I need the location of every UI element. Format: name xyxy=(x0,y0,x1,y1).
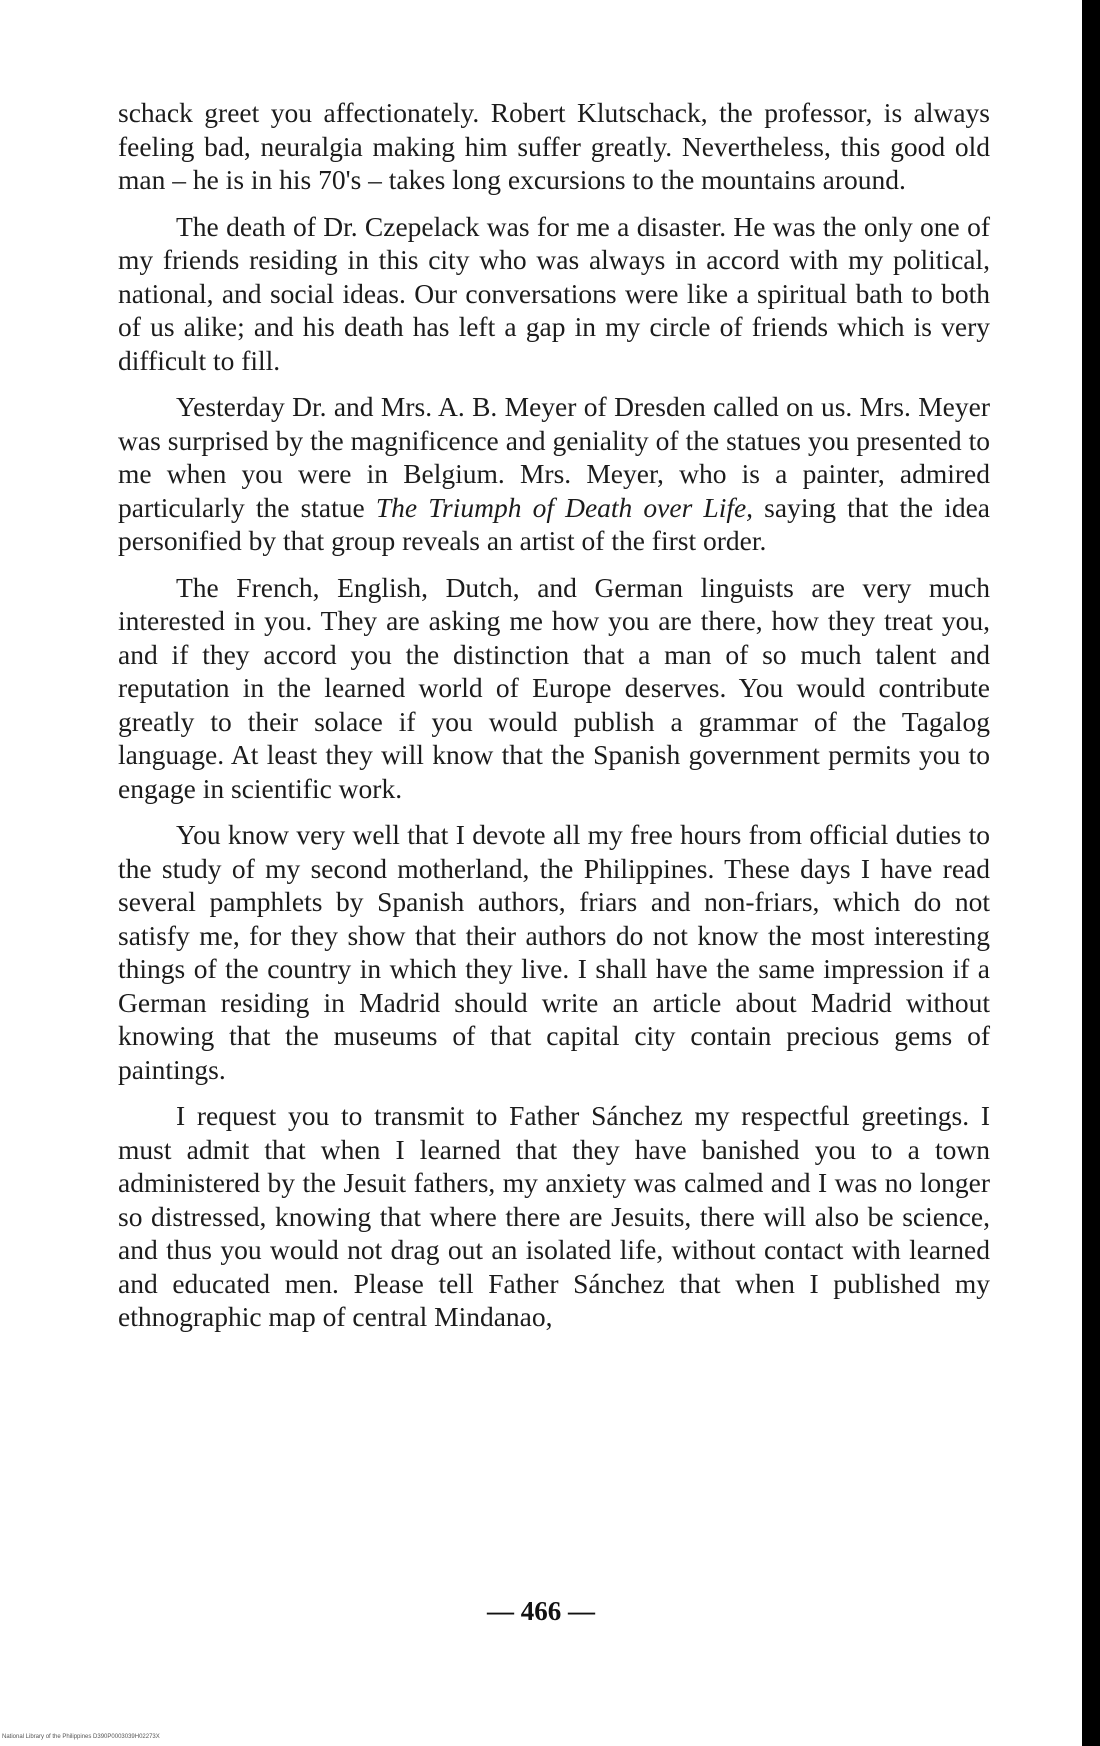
body-text xyxy=(118,96,990,1334)
paragraph-5: You know very well that I devote all my free hours from official duties to the study of my second motherland, the Philippines. These days I have read several pamphlets by Spanish authors, friars and non-friars, which do not satisfy me, for they show that their authors do not know the most interesting things of the country in which they live. I shall have the same impression if a German residing in Madrid should write an article about Madrid without knowing that the museums of that capital city contain precious gems of paintings. xyxy=(118,819,990,1085)
footer-credit: National Library of the Philippines D390P0003039H02273X xyxy=(2,1734,160,1740)
paragraph-3-text-after: saying that the idea personified by that group reveals an artist of the first order. xyxy=(118,491,990,556)
paragraph-2: The death of Dr. Czepelack was for me a disaster. He was the only one of my friends residing in this city who was always in accord with my political, national, and social ideas. Our conversations were like a spiritual bath to both of us alike; and his death has left a gap in my circle of friends which is very difficult to fill. xyxy=(118,210,990,376)
paragraph-1: schack greet you affectionately. Robert Klutschack, the professor, is always feeling bad, neuralgia making him suffer greatly. Nevertheless, this good old man – he is in his 70's – takes long excursions to the mountains around. xyxy=(118,97,990,195)
page-number: — 466 — xyxy=(487,1596,595,1626)
statue-title: The Triumph of Death over Life, xyxy=(375,491,754,523)
scan-edge xyxy=(1082,0,1100,1746)
paragraph-4: The French, English, Dutch, and German linguists are very much interested in you. They are asking me how you are there, how they treat you, and if they accord you the distinction that a man of so much talent and reputation in the learned world of Europe deserves. You would contribute greatly to their solace if you would publish a grammar of the Tagalog language. At least they will know that the Spanish government permits you to engage in scientific work. xyxy=(118,571,990,804)
paragraph-3-text-before: Yesterday Dr. and Mrs. A. B. Meyer of Dresden called on us. Mrs. Meyer was surprised by the magnificence and geniality of the statues you presented to me when you were in Belgium. Mrs. Meyer, who is a painter, admired particularly the statue xyxy=(118,391,990,523)
paragraph-6: I request you to transmit to Father Sánchez my respectful greetings. I must admit that when I learned that they have banished you to a town administered by the Jesuit fathers, my anxiety was calmed and I was no longer so distressed, knowing that where there are Jesuits, there will also be science, and thus you would not drag out an isolated life, without contact with learned and educated men. Please tell Father Sánchez that when I published my ethnographic map of central Mindanao, xyxy=(118,1100,990,1332)
paragraph-3 xyxy=(118,390,990,558)
